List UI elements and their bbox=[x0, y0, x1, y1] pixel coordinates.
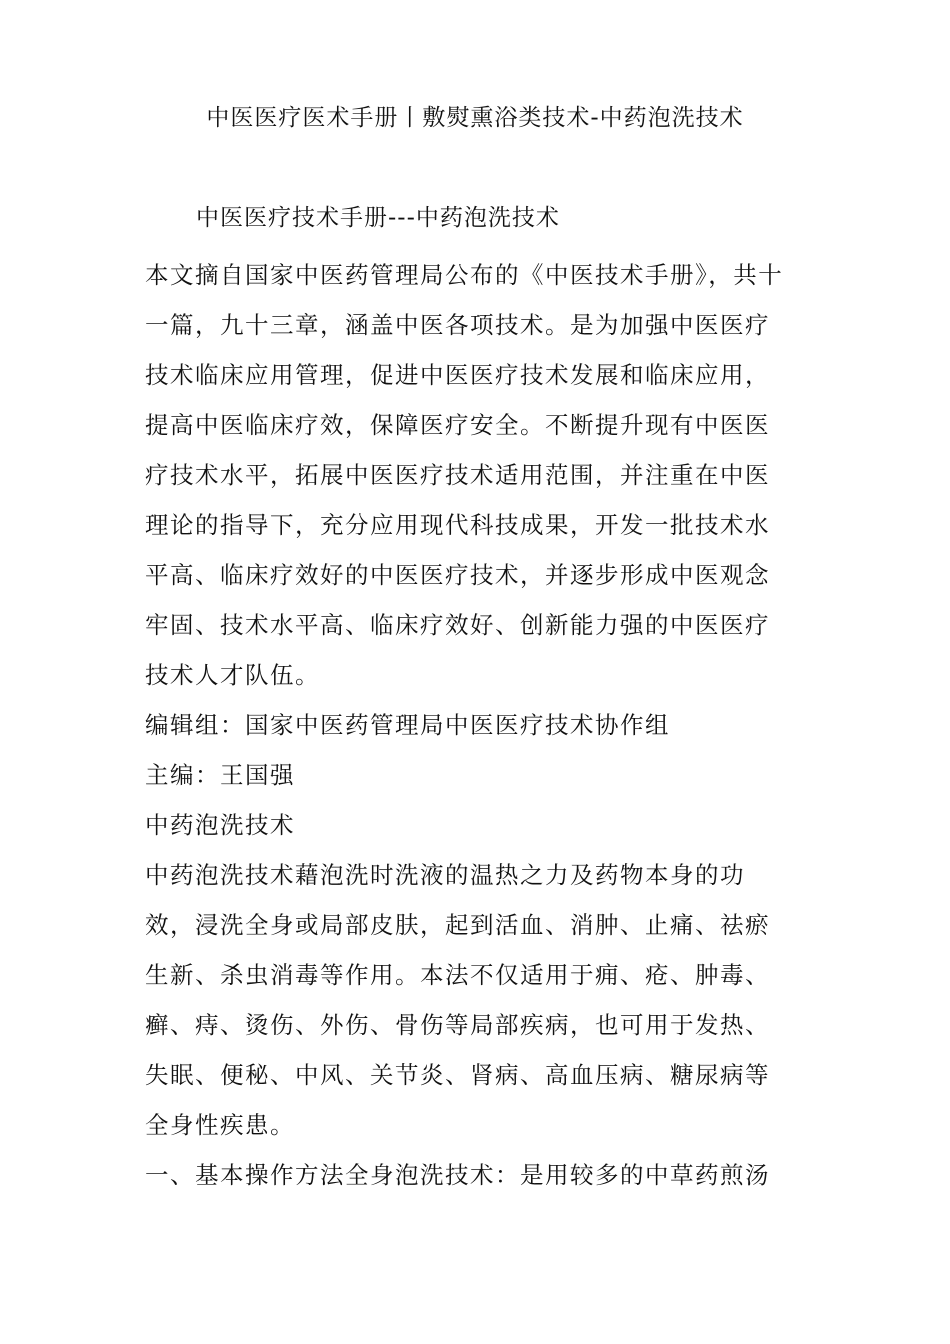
text-line: 提高中医临床疗效，保障医疗安全。不断提升现有中医医 bbox=[145, 411, 770, 439]
text-line: 一、基本操作方法全身泡洗技术：是用较多的中草药煎汤 bbox=[145, 1161, 770, 1189]
text-line: 全身性疾患。 bbox=[145, 1111, 295, 1139]
section-heading: 中药泡洗技术 bbox=[145, 811, 295, 839]
text-line: 一篇，九十三章，涵盖中医各项技术。是为加强中医医疗 bbox=[145, 311, 770, 339]
text-line: 理论的指导下，充分应用现代科技成果，开发一批技术水 bbox=[145, 511, 770, 539]
text-line: 中药泡洗技术藉泡洗时洗液的温热之力及药物本身的功 bbox=[145, 861, 745, 889]
text-line: 效，浸洗全身或局部皮肤，起到活血、消肿、止痛、祛瘀 bbox=[145, 911, 770, 939]
document-title: 中医医疗医术手册丨敷熨熏浴类技术-中药泡洗技术 bbox=[206, 105, 744, 131]
text-line: 本文摘自国家中医药管理局公布的《中医技术手册》，共十 bbox=[145, 261, 784, 289]
text-line: 平高、临床疗效好的中医医疗技术，并逐步形成中医观念 bbox=[145, 561, 770, 589]
text-line: 牢固、技术水平高、临床疗效好、创新能力强的中医医疗 bbox=[145, 611, 770, 639]
document-body bbox=[145, 250, 795, 1200]
text-line: 技术人才队伍。 bbox=[145, 661, 320, 689]
document-subtitle: 中医医疗技术手册---中药泡洗技术 bbox=[196, 205, 560, 231]
text-line: 癣、痔、烫伤、外伤、骨伤等局部疾病，也可用于发热、 bbox=[145, 1011, 770, 1039]
text-line: 疗技术水平，拓展中医医疗技术适用范围，并注重在中医 bbox=[145, 461, 770, 489]
chief-editor-line: 主编：王国强 bbox=[145, 761, 295, 789]
text-line: 生新、杀虫消毒等作用。本法不仅适用于痈、疮、肿毒、 bbox=[145, 961, 770, 989]
text-line: 失眠、便秘、中风、关节炎、肾病、高血压病、糖尿病等 bbox=[145, 1061, 770, 1089]
editor-group-line: 编辑组：国家中医药管理局中医医疗技术协作组 bbox=[145, 711, 670, 739]
text-line: 技术临床应用管理，促进中医医疗技术发展和临床应用， bbox=[145, 361, 770, 389]
